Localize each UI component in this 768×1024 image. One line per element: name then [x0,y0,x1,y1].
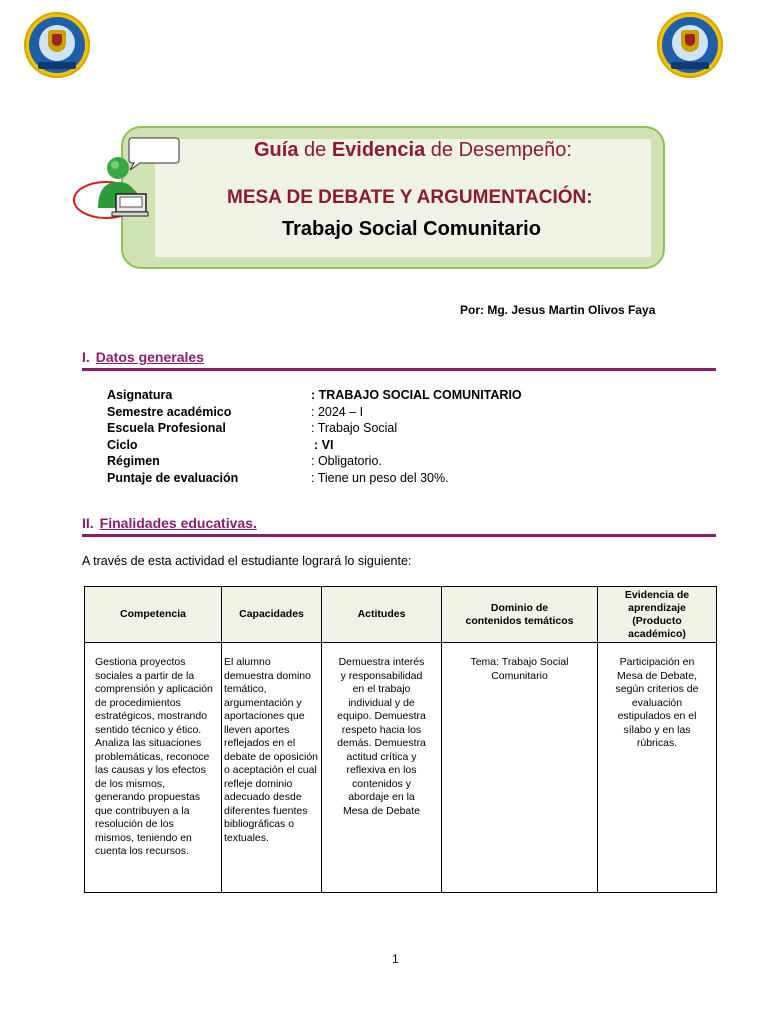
header-actitudes: Actitudes [322,587,442,643]
header-dominio: Dominio de contenidos temáticos [442,587,598,643]
header-evidencia: Evidencia de aprendizaje (Producto académico) [598,587,717,643]
university-seal-icon-left [24,12,90,78]
section-heading-finalidades: II. Finalidades educativas. [82,516,716,537]
intro-text: A través de esta actividad el estudiante logrará lo siguiente: [82,554,412,568]
cell-dominio: Tema: Trabajo Social Comunitario [442,643,598,893]
page-number: 1 [392,952,399,966]
table-row [85,643,717,893]
table-header-row [85,587,717,643]
university-seal-icon-right [657,12,723,78]
competencias-table [84,586,717,893]
header-competencia: Competencia [85,587,222,643]
cell-actitudes: Demuestra interés y responsabilidad en el trabajo individual y de equipo. Demuestra respeto hacia los demás. Demuestra actitud crítica y reflexiva en los contenidos y abordaje en la Mesa de Debate [322,643,442,893]
header-capacidades: Capacidades [222,587,322,643]
speech-bubble-icon [129,138,179,170]
cell-evidencia: Participación en Mesa de Debate, según criterios de evaluación estipulados en el sílabo y en las rúbricas. [598,643,717,893]
banner-title-line3: Trabajo Social Comunitario [282,218,541,240]
banner-title-line2: MESA DE DEBATE Y ARGUMENTACIÓN: [227,187,593,208]
section-heading-datos: I. Datos generales [82,350,716,371]
banner-title-line1: Guía de Evidencia de Desempeño: [254,139,572,161]
user-computer-icon [70,136,184,226]
cell-capacidades: El alumno demuestra domino temático, argumentación y aportaciones que lleven aportes reflejados en el debate de oposición o aceptación el cual refleje dominio adecuado desde diferentes fuentes bibliográficas o textuales. [222,643,322,893]
author-line: Por: Mg. Jesus Martin Olivos Faya [460,303,656,317]
cell-competencia: Gestiona proyectos sociales a partir de la comprensión y aplicación de procedimientos estratégicos, mostrando sentido técnico y ético. Analiza las situaciones problemáticas, reconoce las causas y los efectos de los mismos, generando propuestas que contribuyen a la resolución de los mismos, teniendo en cuenta los recursos. [85,643,222,893]
